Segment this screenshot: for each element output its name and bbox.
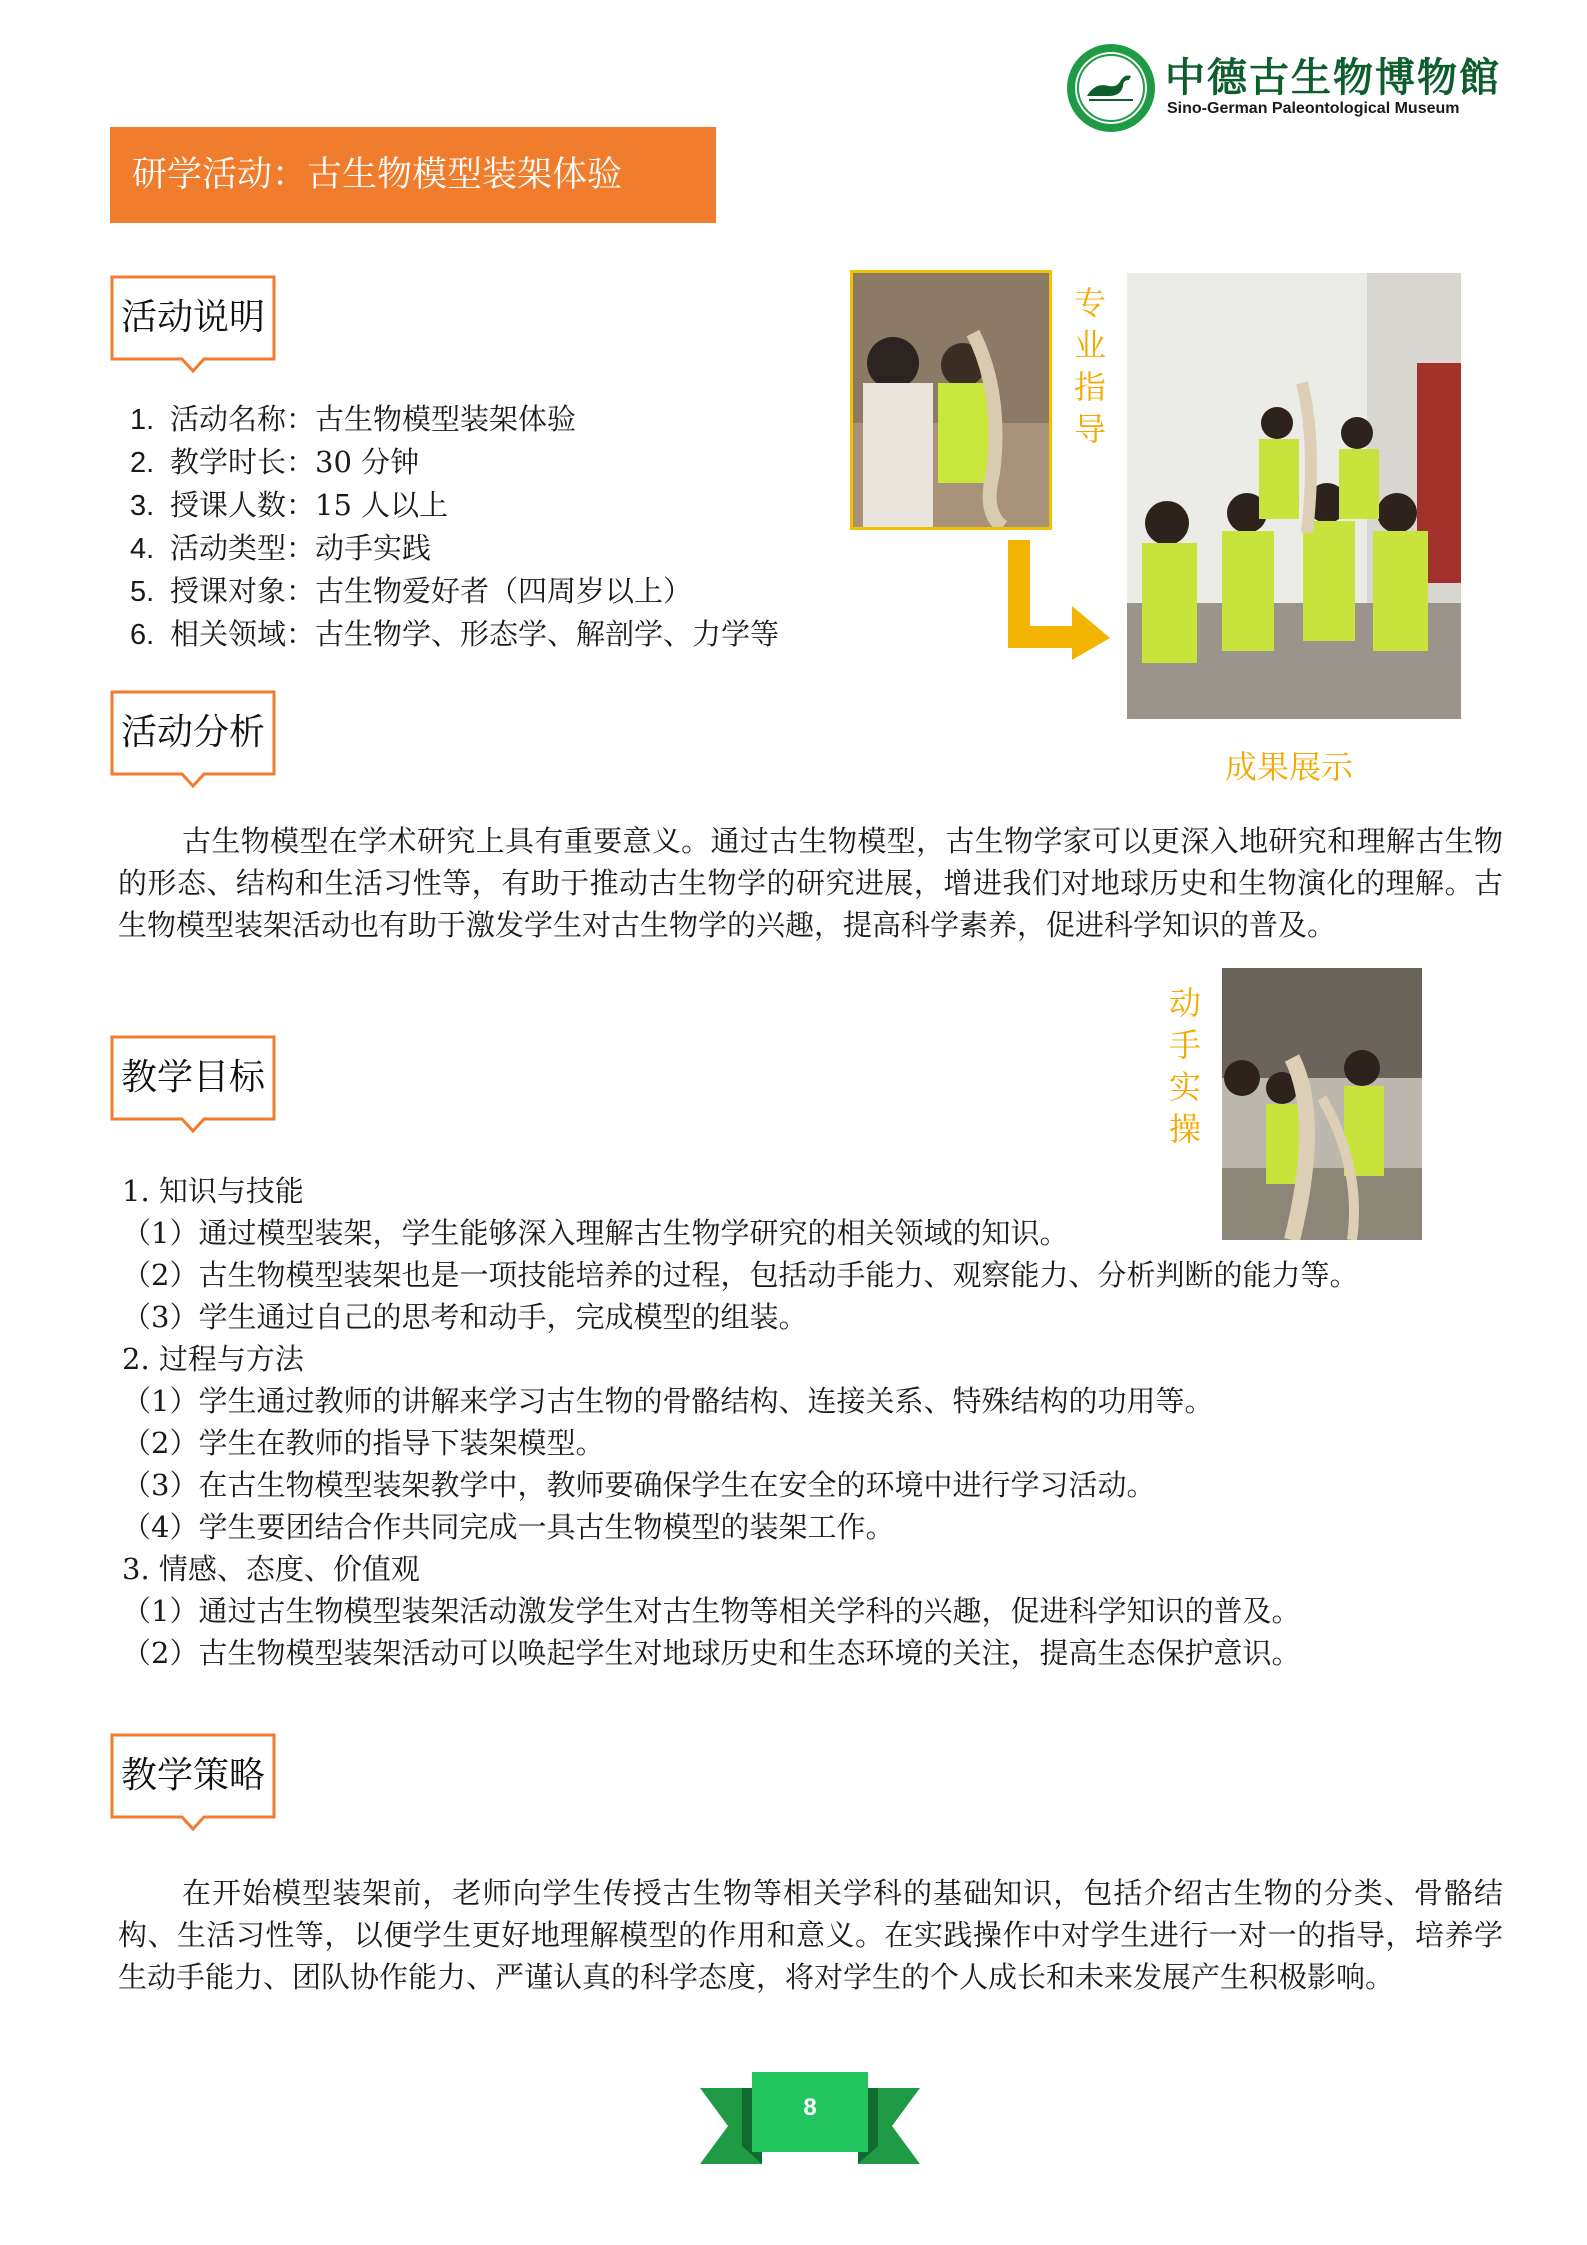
caption-hands-on: 动手实操 bbox=[1168, 984, 1201, 1148]
goal-line: （1）通过古生物模型装架活动激发学生对古生物等相关学科的兴趣，促进科学知识的普及。 bbox=[122, 1594, 1301, 1628]
activity-info-list bbox=[130, 398, 779, 656]
list-item: 2. 教学时长：30 分钟 bbox=[130, 445, 420, 479]
goal-line: （2）学生在教师的指导下装架模型。 bbox=[122, 1426, 605, 1460]
title-banner bbox=[110, 127, 716, 223]
page-title: 研学活动：古生物模型装架体验 bbox=[132, 155, 623, 195]
analysis-paragraph: 古生物模型在学术研究上具有重要意义。通过古生物模型，古生物学家可以更深入地研究和理解古生物的形态、结构和生活习性等，有助于推动古生物学的研究进展，增进我们对地球历史和生物演化的理解。古生物模型装架活动也有助于激发学生对古生物学的兴趣，提高科学素养，促进科学知识的普及。 bbox=[118, 824, 1503, 942]
list-item: 3. 授课人数：15 人以上 bbox=[130, 488, 449, 522]
goal-heading: 3. 情感、态度、价值观 bbox=[122, 1552, 420, 1586]
page-number: 8 bbox=[803, 2094, 817, 2121]
goal-line: （2）古生物模型装架活动可以唤起学生对地球历史和生态环境的关注，提高生态保护意识。 bbox=[122, 1636, 1301, 1670]
caption-results: 成果展示 bbox=[1225, 748, 1354, 786]
strategy-paragraph: 在开始模型装架前，老师向学生传授古生物等相关学科的基础知识，包括介绍古生物的分类、骨骼结构、生活习性等，以便学生更好地理解模型的作用和意义。在实践操作中对学生进行一对一的指导，培养学生动手能力、团队协作能力、严谨认真的科学态度，将对学生的个人成长和未来发展产生积极影响。 bbox=[118, 1876, 1503, 1994]
caption-guidance: 专业指导 bbox=[1073, 284, 1106, 448]
photo-results bbox=[1127, 273, 1461, 719]
section-header-goals bbox=[110, 1035, 276, 1135]
list-item: 5. 授课对象：古生物爱好者（四周岁以上） bbox=[130, 574, 693, 608]
photo-hands-on bbox=[1222, 968, 1422, 1240]
list-item: 4. 活动类型：动手实践 bbox=[130, 531, 432, 565]
section-header-description bbox=[110, 275, 276, 375]
list-item: 6. 相关领域：古生物学、形态学、解剖学、力学等 bbox=[130, 617, 780, 651]
arrow-right-icon bbox=[1000, 540, 1112, 660]
goal-line: （4）学生要团结合作共同完成一具古生物模型的装架工作。 bbox=[122, 1510, 895, 1544]
page-number-ribbon bbox=[700, 2068, 920, 2164]
goal-heading: 2. 过程与方法 bbox=[122, 1342, 304, 1376]
section-title: 教学目标 bbox=[120, 1057, 265, 1098]
museum-seal-icon bbox=[1065, 42, 1157, 134]
goal-line: （2）古生物模型装架也是一项技能培养的过程，包括动手能力、观察能力、分析判断的能力等。 bbox=[122, 1258, 1359, 1292]
goal-line: （3）学生通过自己的思考和动手，完成模型的组装。 bbox=[122, 1300, 808, 1334]
museum-name-en: Sino-German Paleontological Museum bbox=[1167, 100, 1460, 117]
museum-logo bbox=[1065, 42, 1501, 134]
goal-line: （1）通过模型装架，学生能够深入理解古生物学研究的相关领域的知识。 bbox=[122, 1216, 1069, 1250]
section-header-strategy bbox=[110, 1733, 276, 1833]
section-title: 活动说明 bbox=[120, 297, 265, 338]
section-title: 教学策略 bbox=[120, 1755, 265, 1796]
section-title: 活动分析 bbox=[120, 712, 265, 753]
goal-heading: 1. 知识与技能 bbox=[122, 1174, 304, 1208]
section-header-analysis bbox=[110, 690, 276, 790]
goal-line: （1）学生通过教师的讲解来学习古生物的骨骼结构、连接关系、特殊结构的功用等。 bbox=[122, 1384, 1214, 1418]
goal-line: （3）在古生物模型装架教学中，教师要确保学生在安全的环境中进行学习活动。 bbox=[122, 1468, 1156, 1502]
museum-name-cn: 中德古生物博物館 bbox=[1165, 54, 1501, 101]
list-item: 1. 活动名称：古生物模型装架体验 bbox=[130, 402, 577, 436]
photo-guidance bbox=[850, 270, 1052, 530]
